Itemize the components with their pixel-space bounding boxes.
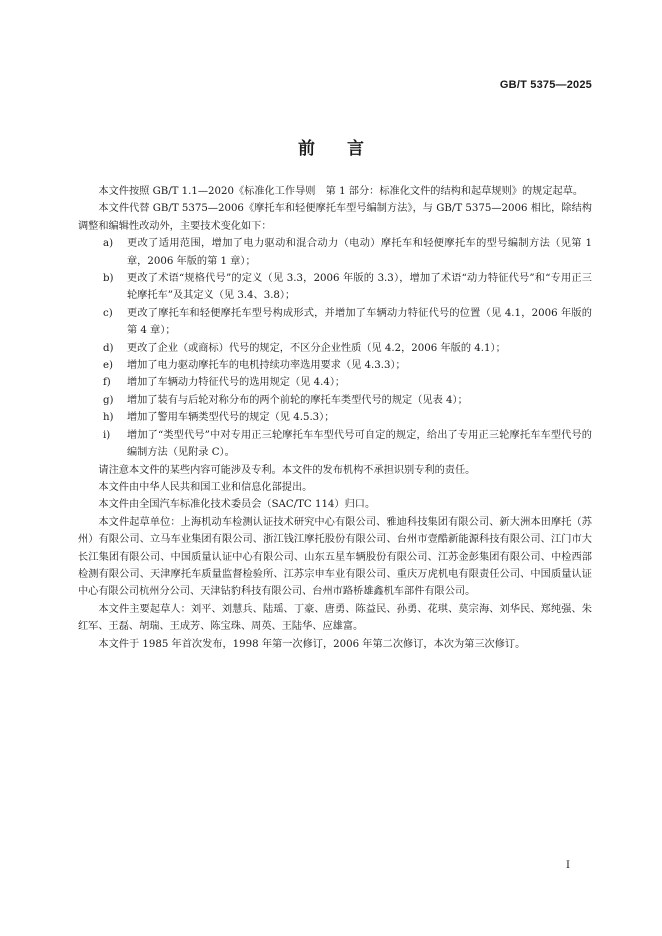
list-item-text: 增加了“类型代号”中对专用正三轮摩托车车型代号可自定的规定，给出了专用正三轮摩托车车型代号的编制方法（见附录 C）。 bbox=[127, 429, 592, 459]
changes-list bbox=[78, 235, 592, 461]
proposer-paragraph: 本文件由中华人民共和国工业和信息化部提出。 bbox=[98, 481, 313, 493]
committee-paragraph: 本文件由全国汽车标准化技术委员会（SAC/TC 114）归口。 bbox=[98, 499, 376, 511]
replacement-paragraph: 本文件代替 GB/T 5375—2006《摩托车和轻便摩托车型号编制方法》，与 GB/T 5375—2006 相比，除结构调整和编辑性改动外，主要技术变化如下： bbox=[78, 203, 592, 232]
patent-notice-paragraph: 请注意本文件的某些内容可能涉及专利。本文件的发布机构不承担识别专利的责任。 bbox=[98, 464, 476, 476]
list-marker: g) bbox=[103, 394, 114, 406]
list-item-text: 更改了术语“规格代号”的定义（见 3.3，2006 年版的 3.3），增加了术语“动力特征代号”和“专用正三轮摩托车”及其定义（见 3.4、3.8）； bbox=[127, 273, 592, 302]
list-marker: b) bbox=[103, 273, 114, 285]
standard-code: GB/T 5375—2025 bbox=[499, 79, 592, 91]
list-item-text: 更改了企业（或商标）代号的规定，不区分企业性质（见 4.2，2006 年版的 4.1）； bbox=[127, 342, 506, 354]
list-marker: c) bbox=[103, 307, 113, 319]
drafting-basis-paragraph: 本文件按照 GB/T 1.1—2020《标准化工作导则 第 1 部分：标准化文件的结构和起草规则》的规定起草。 bbox=[98, 186, 584, 197]
list-item-text: 增加了装有与后轮对称分布的两个前轮的摩托车类型代号的规定（见表 4）； bbox=[127, 394, 468, 406]
page-number: I bbox=[566, 860, 570, 871]
list-item bbox=[78, 340, 592, 357]
history-paragraph: 本文件于 1985 年首次发布，1998 年第一次修订，2006 年第二次修订，本次为第三次修订。 bbox=[98, 638, 526, 650]
list-item-text: 增加了警用车辆类型代号的规定（见 4.5.3）； bbox=[127, 412, 335, 424]
list-item-text: 更改了摩托车和轻便摩托车型号构成形式，并增加了车辆动力特征代号的位置（见 4.1，2006 年版的第 4 章）； bbox=[127, 307, 592, 337]
list-item-text: 增加了车辆动力特征代号的选用规定（见 4.4）； bbox=[127, 377, 346, 389]
page-title: 前言 bbox=[298, 139, 396, 159]
document-body bbox=[78, 183, 592, 653]
list-marker: a) bbox=[103, 238, 114, 250]
list-item bbox=[78, 270, 592, 305]
list-item bbox=[78, 357, 592, 374]
list-item bbox=[78, 392, 592, 409]
list-marker: h) bbox=[103, 412, 114, 424]
drafters-paragraph: 本文件主要起草人：刘平、刘慧兵、陆瑶、丁豪、唐勇、陈益民、孙勇、花琪、莫宗海、刘华民、郑纯强、朱红军、王磊、胡瑞、王成芳、陈宝珠、周英、王陆华、应雄富。 bbox=[78, 603, 592, 633]
list-item-text: 更改了适用范围，增加了电力驱动和混合动力（电动）摩托车和轻便摩托车的型号编制方法（见第 1 章，2006 年版的第 1 章）； bbox=[127, 238, 592, 267]
list-item bbox=[78, 235, 592, 270]
list-item bbox=[78, 427, 592, 462]
drafting-units-paragraph: 本文件起草单位：上海机动车检测认证技术研究中心有限公司、雅迪科技集团有限公司、新大洲本田摩托（苏州）有限公司、立马车业集团有限公司、浙江钱江摩托股份有限公司、台州市壹酷新能源科技有限公司、江门市大长江集团有限公司、中国质量认证中心有限公司、山东五星车辆股份有限公司、江苏金彭集团有限公司、中检西部检测有限公司、天津摩托车质量监督检验所、江苏宗申车业有限公司、重庆万虎机电有限责任公司、中国质量认证中心有限公司杭州分公司、天津钻豹科技有限公司、台州市路桥雄鑫机车部件有限公司。 bbox=[78, 516, 592, 598]
list-marker: f) bbox=[103, 377, 111, 389]
list-marker: e) bbox=[103, 360, 114, 372]
list-marker: i) bbox=[103, 429, 111, 441]
list-item bbox=[78, 374, 592, 391]
list-item bbox=[78, 305, 592, 340]
list-marker: d) bbox=[103, 342, 114, 354]
list-item bbox=[78, 409, 592, 426]
list-item-text: 增加了电力驱动摩托车的电机持续功率选用要求（见 4.3.3）； bbox=[127, 360, 406, 372]
